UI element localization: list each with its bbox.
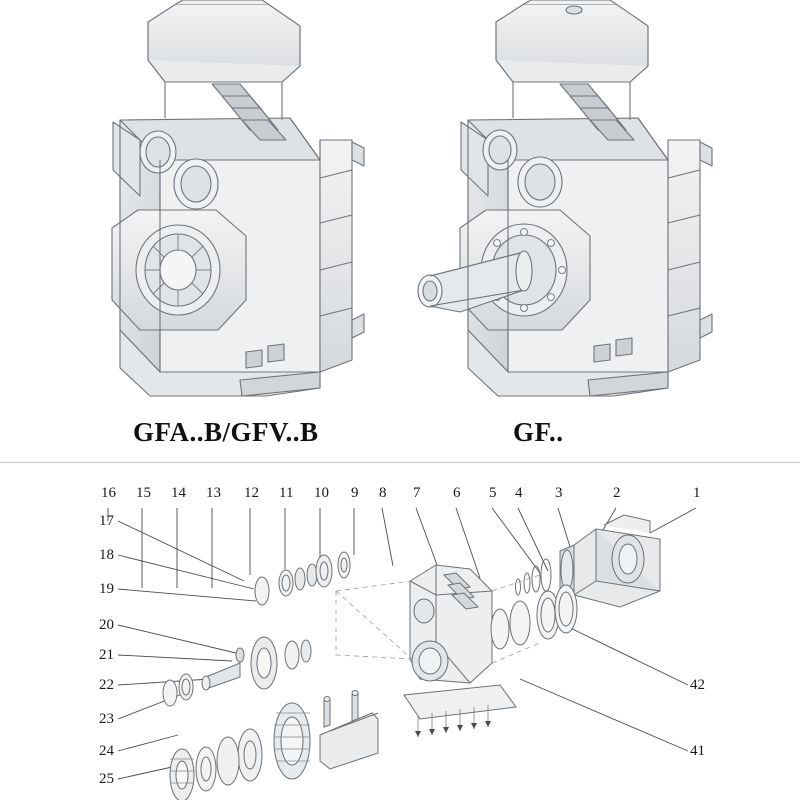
callout-15: 15 [136, 485, 151, 501]
callout-13: 13 [206, 485, 221, 501]
callout-10: 10 [314, 485, 329, 501]
callout-7: 7 [413, 485, 421, 501]
callout-4: 4 [515, 485, 523, 501]
callout-8: 8 [379, 485, 387, 501]
callout-1: 1 [693, 485, 701, 501]
left-gear-unit-drawing [112, 0, 364, 396]
caption-left-model: GFA..B/GFV..B [133, 417, 319, 447]
callout-3: 3 [555, 485, 563, 501]
callout-22: 22 [99, 677, 114, 693]
right-leader-lines [520, 623, 688, 751]
callout-11: 11 [279, 485, 294, 501]
callout-25: 25 [99, 771, 114, 787]
callout-23: 23 [99, 711, 114, 727]
caption-right-model: GF.. [513, 417, 564, 447]
callout-16: 16 [101, 485, 116, 501]
callout-21: 21 [99, 647, 114, 663]
callout-20: 20 [99, 617, 114, 633]
callout-41: 41 [690, 743, 705, 759]
callout-19: 19 [99, 581, 114, 597]
callout-18: 18 [99, 547, 114, 563]
left-leader-lines [118, 521, 256, 779]
callout-9: 9 [351, 485, 359, 501]
callout-6: 6 [453, 485, 461, 501]
exploded-components [163, 515, 660, 800]
callout-5: 5 [489, 485, 497, 501]
callout-14: 14 [171, 485, 186, 501]
callout-17: 17 [99, 513, 114, 529]
right-gear-unit-drawing [418, 0, 712, 396]
callout-12: 12 [244, 485, 259, 501]
exploded-parts-drawing [0, 463, 800, 800]
callout-24: 24 [99, 743, 114, 759]
callout-2: 2 [613, 485, 621, 501]
callout-42: 42 [690, 677, 705, 693]
exploded-diagram-section [0, 463, 800, 800]
